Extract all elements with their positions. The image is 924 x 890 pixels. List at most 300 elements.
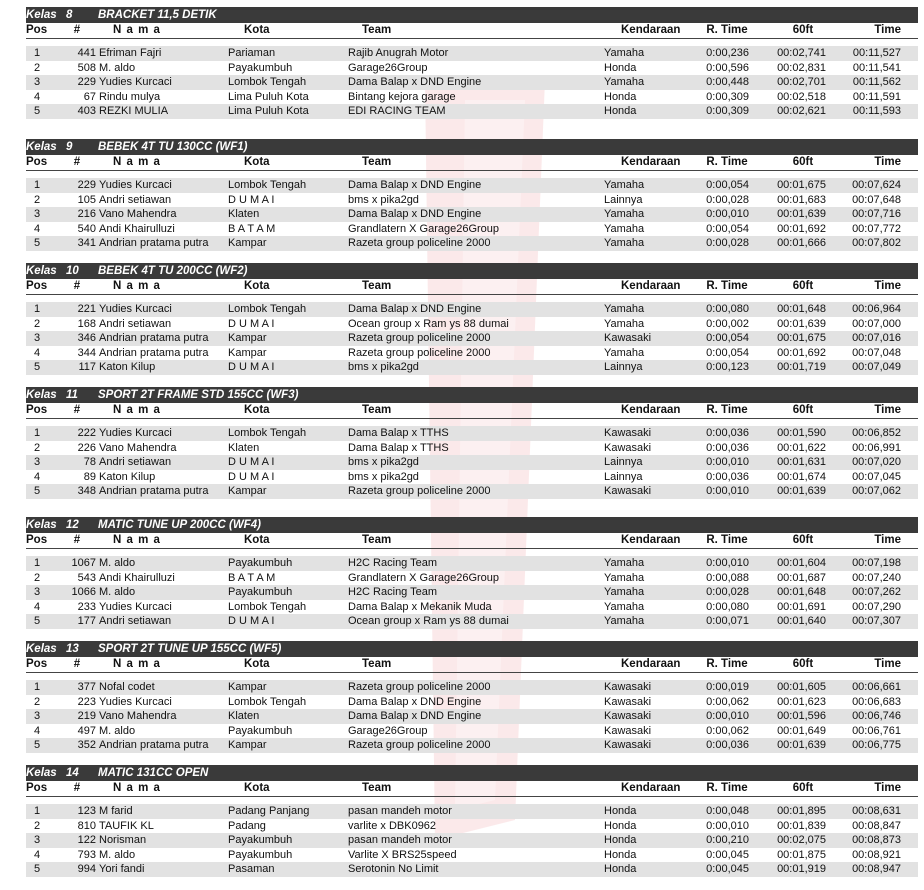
column-header-no: #: [73, 156, 81, 168]
cell-rtime: 0:00,010: [706, 819, 749, 832]
cell-sixty: 00:01,919: [777, 863, 826, 876]
cell-pos: 2: [33, 571, 41, 584]
cell-rtime: 0:00,019: [706, 681, 749, 693]
cell-kendaraan: Kawasaki: [604, 332, 652, 345]
cell-rtime: 0:00,309: [706, 90, 749, 103]
results-section: [26, 517, 918, 629]
cell-sixty: 00:01,675: [777, 332, 826, 345]
cell-kota: Lima Puluh Kota: [228, 90, 309, 103]
cell-kendaraan: Yamaha: [604, 346, 645, 359]
cell-nama: TAUFIK KL: [99, 819, 154, 832]
table-row: [26, 600, 918, 615]
section-title-bar: [26, 765, 918, 781]
cell-kendaraan: Honda: [604, 805, 637, 817]
column-header-team: Team: [362, 534, 392, 546]
cell-kendaraan: Yamaha: [604, 615, 645, 628]
cell-rtime: 0:00,036: [706, 470, 749, 483]
cell-rtime: 0:00,045: [706, 848, 749, 861]
cell-nama: Vano Mahendra: [99, 710, 177, 723]
cell-team: Grandlatern X Garage26Group: [348, 571, 500, 584]
cell-time: 00:07,000: [852, 317, 901, 330]
column-header-kendaraan: Kendaraan: [621, 404, 681, 416]
cell-kendaraan: Honda: [604, 819, 637, 832]
cell-kota: D U M A I: [228, 193, 275, 206]
cell-kota: B A T A M: [228, 222, 276, 235]
cell-rtime: 0:00,010: [706, 710, 749, 723]
column-header-team: Team: [362, 404, 392, 416]
column-header-kendaraan: Kendaraan: [621, 782, 681, 794]
column-header-rtime: R. Time: [706, 534, 748, 546]
class-title: BEBEK 4T TU 200CC (WF2): [98, 265, 248, 277]
cell-nama: Andrian pratama putra: [99, 739, 209, 752]
table-row: [26, 331, 918, 346]
cell-no: 105: [77, 193, 96, 206]
table-row: [26, 724, 918, 739]
cell-nama: Yudies Kurcaci: [99, 427, 172, 439]
cell-no: 122: [77, 834, 96, 847]
kelas-number: 11: [66, 389, 78, 401]
class-title: SPORT 2T TUNE UP 155CC (WF5): [98, 643, 282, 655]
cell-kota: B A T A M: [228, 571, 276, 584]
cell-no: 377: [77, 681, 96, 693]
column-header-pos: Pos: [26, 534, 48, 546]
column-header-sixty: 60ft: [792, 280, 814, 292]
cell-nama: Andri setiawan: [99, 615, 172, 628]
column-header-sixty: 60ft: [792, 156, 814, 168]
cell-no: 123: [77, 805, 96, 817]
cell-pos: 3: [33, 456, 41, 469]
column-header-time: Time: [874, 782, 901, 794]
cell-kota: Payakumbuh: [228, 557, 293, 569]
cell-team: Dama Balap x TTHS: [348, 427, 449, 439]
cell-pos: 4: [33, 470, 41, 483]
cell-time: 00:08,847: [852, 819, 901, 832]
cell-nama: Andrian pratama putra: [99, 332, 209, 345]
cell-rtime: 0:00,062: [706, 724, 749, 737]
column-header-nama: N a m a: [113, 280, 161, 292]
cell-sixty: 00:02,741: [777, 47, 826, 59]
cell-time: 00:07,045: [852, 470, 901, 483]
section-title-bar: [26, 7, 918, 23]
column-header-kota: Kota: [244, 782, 270, 794]
table-row: [26, 61, 918, 76]
cell-time: 00:07,624: [852, 179, 901, 191]
cell-nama: Yudies Kurcaci: [99, 76, 172, 89]
cell-nama: Andri setiawan: [99, 456, 172, 469]
cell-team: Dama Balap x TTHS: [348, 441, 449, 454]
column-header-sixty: 60ft: [792, 658, 814, 670]
column-header-time: Time: [874, 280, 901, 292]
cell-kendaraan: Kawasaki: [604, 739, 652, 752]
column-header-rtime: R. Time: [706, 404, 748, 416]
cell-pos: 3: [33, 834, 41, 847]
cell-kota: D U M A I: [228, 456, 275, 469]
table-row: [26, 614, 918, 629]
cell-time: 00:11,527: [852, 47, 901, 59]
table-row: [26, 46, 918, 61]
cell-rtime: 0:00,036: [706, 441, 749, 454]
cell-sixty: 00:01,639: [777, 208, 826, 221]
column-header-row: [26, 23, 918, 39]
cell-sixty: 00:02,621: [777, 105, 826, 118]
cell-sixty: 00:01,590: [777, 427, 826, 439]
cell-no: 226: [77, 441, 96, 454]
cell-team: bms x pika2gd: [348, 361, 419, 374]
column-header-kendaraan: Kendaraan: [621, 24, 681, 36]
cell-kendaraan: Kawasaki: [604, 695, 652, 708]
cell-kota: D U M A I: [228, 615, 275, 628]
cell-kendaraan: Yamaha: [604, 76, 645, 89]
column-header-team: Team: [362, 156, 392, 168]
cell-rtime: 0:00,448: [706, 76, 749, 89]
cell-rtime: 0:00,036: [706, 427, 749, 439]
cell-time: 00:07,802: [852, 237, 901, 250]
cell-kota: Payakumbuh: [228, 586, 293, 599]
cell-rtime: 0:00,071: [706, 615, 749, 628]
cell-team: pasan mandeh motor: [348, 805, 452, 817]
cell-nama: Yudies Kurcaci: [99, 600, 172, 613]
cell-nama: M. aldo: [99, 848, 136, 861]
table-row: [26, 302, 918, 317]
cell-rtime: 0:00,088: [706, 571, 749, 584]
cell-no: 216: [77, 208, 96, 221]
cell-kendaraan: Kawasaki: [604, 427, 652, 439]
table-row: [26, 833, 918, 848]
cell-kota: Klaten: [228, 710, 260, 723]
column-header-rtime: R. Time: [706, 782, 748, 794]
column-header-sixty: 60ft: [792, 782, 814, 794]
kelas-number: 14: [66, 767, 79, 779]
cell-no: 1066: [71, 586, 96, 599]
cell-time: 00:11,591: [852, 90, 901, 103]
cell-sixty: 00:01,631: [777, 456, 826, 469]
cell-sixty: 00:01,895: [777, 805, 826, 817]
cell-kota: Lombok Tengah: [228, 303, 307, 315]
cell-time: 00:07,240: [852, 571, 901, 584]
cell-sixty: 00:01,604: [777, 557, 826, 569]
cell-kendaraan: Honda: [604, 90, 637, 103]
cell-kota: Kampar: [228, 739, 267, 752]
class-title: MATIC TUNE UP 200CC (WF4): [98, 519, 261, 531]
results-section: [26, 263, 918, 375]
column-header-team: Team: [362, 24, 392, 36]
table-row: [26, 738, 918, 753]
cell-team: Dama Balap x DND Engine: [348, 76, 482, 89]
cell-kendaraan: Yamaha: [604, 237, 645, 250]
cell-nama: Andi Khairulluzi: [99, 571, 175, 584]
cell-rtime: 0:00,123: [706, 361, 749, 374]
cell-no: 177: [77, 615, 96, 628]
cell-no: 344: [77, 346, 96, 359]
cell-nama: Andrian pratama putra: [99, 346, 209, 359]
cell-no: 67: [83, 90, 96, 103]
cell-nama: Yori fandi: [99, 863, 145, 876]
cell-kendaraan: Lainnya: [604, 470, 643, 483]
cell-no: 223: [77, 695, 96, 708]
cell-rtime: 0:00,010: [706, 485, 749, 498]
cell-kota: Padang Panjang: [228, 805, 310, 817]
cell-kendaraan: Yamaha: [604, 600, 645, 613]
cell-sixty: 00:01,687: [777, 571, 826, 584]
table-row: [26, 484, 918, 499]
cell-time: 00:07,772: [852, 222, 901, 235]
cell-team: Ocean group x Ram ys 88 dumai: [348, 317, 509, 330]
cell-kendaraan: Kawasaki: [604, 485, 652, 498]
cell-no: 117: [78, 361, 96, 374]
cell-sixty: 00:02,518: [777, 90, 826, 103]
cell-nama: Yudies Kurcaci: [99, 179, 172, 191]
column-header-nama: N a m a: [113, 156, 161, 168]
cell-no: 810: [77, 819, 96, 832]
section-title-bar: [26, 263, 918, 279]
cell-nama: Andrian pratama putra: [99, 237, 209, 250]
column-header-nama: N a m a: [113, 24, 161, 36]
cell-rtime: 0:00,596: [706, 61, 749, 74]
table-row: [26, 709, 918, 724]
cell-team: Varlite X BRS25speed: [348, 848, 457, 861]
cell-kota: Kampar: [228, 681, 267, 693]
cell-pos: 5: [33, 105, 41, 118]
cell-rtime: 0:00,045: [706, 863, 749, 876]
cell-time: 00:06,746: [852, 710, 901, 723]
cell-rtime: 0:00,054: [706, 332, 749, 345]
cell-nama: Katon Kilup: [99, 470, 156, 483]
kelas-label: Kelas: [26, 9, 57, 21]
cell-nama: M. aldo: [99, 557, 136, 569]
cell-sixty: 00:01,692: [777, 222, 826, 235]
cell-time: 00:07,648: [852, 193, 901, 206]
cell-time: 00:06,991: [852, 441, 901, 454]
cell-kota: D U M A I: [228, 361, 275, 374]
column-header-time: Time: [874, 658, 901, 670]
cell-team: Grandlatern X Garage26Group: [348, 222, 500, 235]
cell-team: Bintang kejora garage: [348, 90, 456, 103]
cell-time: 00:07,307: [852, 615, 901, 628]
cell-kendaraan: Kawasaki: [604, 710, 652, 723]
cell-team: Razeta group policeline 2000: [348, 332, 491, 345]
kelas-label: Kelas: [26, 389, 57, 401]
cell-kota: D U M A I: [228, 317, 275, 330]
cell-team: Rajib Anugrah Motor: [348, 47, 449, 59]
cell-time: 00:06,661: [852, 681, 901, 693]
column-header-row: [26, 657, 918, 673]
cell-sixty: 00:02,831: [777, 61, 826, 74]
cell-nama: Rindu mulya: [99, 90, 161, 103]
cell-team: bms x pika2gd: [348, 193, 419, 206]
cell-kendaraan: Lainnya: [604, 456, 643, 469]
column-header-kota: Kota: [244, 24, 270, 36]
cell-no: 221: [77, 303, 96, 315]
results-section: [26, 641, 918, 753]
cell-no: 346: [77, 332, 96, 345]
cell-rtime: 0:00,054: [706, 179, 749, 191]
cell-sixty: 00:01,675: [777, 179, 826, 191]
column-header-nama: N a m a: [113, 534, 161, 546]
cell-no: 219: [77, 710, 96, 723]
cell-kendaraan: Kawasaki: [604, 441, 652, 454]
column-header-pos: Pos: [26, 156, 48, 168]
column-header-row: [26, 781, 918, 797]
cell-no: 793: [77, 848, 96, 861]
cell-kota: Pariaman: [228, 47, 276, 59]
cell-kendaraan: Lainnya: [604, 361, 643, 374]
column-header-kendaraan: Kendaraan: [621, 156, 681, 168]
cell-nama: REZKI MULIA: [99, 105, 169, 118]
cell-kota: D U M A I: [228, 470, 275, 483]
cell-rtime: 0:00,002: [706, 317, 749, 330]
cell-kota: Klaten: [228, 208, 260, 221]
cell-time: 00:07,716: [852, 208, 901, 221]
column-header-time: Time: [874, 534, 901, 546]
class-title: SPORT 2T FRAME STD 155CC (WF3): [98, 389, 299, 401]
cell-team: Razeta group policeline 2000: [348, 485, 491, 498]
cell-nama: M. aldo: [99, 586, 136, 599]
cell-time: 00:11,541: [852, 61, 901, 74]
cell-pos: 2: [33, 819, 41, 832]
cell-rtime: 0:00,062: [706, 695, 749, 708]
cell-time: 00:08,921: [852, 848, 901, 861]
cell-time: 00:06,852: [852, 427, 901, 439]
results-section: [26, 7, 918, 119]
cell-no: 441: [77, 47, 96, 59]
cell-pos: 3: [33, 76, 41, 89]
cell-pos: 4: [33, 90, 41, 103]
cell-nama: Andrian pratama putra: [99, 485, 209, 498]
cell-pos: 5: [33, 863, 41, 876]
cell-nama: Andri setiawan: [99, 193, 172, 206]
cell-team: Dama Balap x DND Engine: [348, 208, 482, 221]
table-row: [26, 571, 918, 586]
cell-rtime: 0:00,028: [706, 237, 749, 250]
cell-no: 229: [77, 179, 96, 191]
cell-time: 00:06,683: [852, 695, 901, 708]
cell-pos: 4: [33, 848, 41, 861]
cell-sixty: 00:01,639: [777, 317, 826, 330]
cell-pos: 2: [33, 441, 41, 454]
cell-kota: Kampar: [228, 346, 267, 359]
column-header-time: Time: [874, 24, 901, 36]
column-header-kota: Kota: [244, 404, 270, 416]
cell-time: 00:06,775: [852, 739, 901, 752]
cell-pos: 4: [33, 724, 41, 737]
cell-no: 1067: [71, 557, 96, 569]
column-header-pos: Pos: [26, 280, 48, 292]
kelas-label: Kelas: [26, 767, 57, 779]
cell-team: Razeta group policeline 2000: [348, 681, 491, 693]
kelas-number: 13: [66, 643, 79, 655]
table-row: [26, 222, 918, 237]
results-section: [26, 387, 918, 499]
cell-nama: Nofal codet: [99, 681, 155, 693]
cell-rtime: 0:00,036: [706, 739, 749, 752]
cell-nama: Vano Mahendra: [99, 208, 177, 221]
column-header-sixty: 60ft: [792, 24, 814, 36]
cell-kota: Lombok Tengah: [228, 76, 307, 89]
cell-no: 403: [77, 105, 96, 118]
table-row: [26, 862, 918, 877]
cell-sixty: 00:01,692: [777, 346, 826, 359]
cell-rtime: 0:00,080: [706, 303, 749, 315]
cell-nama: Efriman Fajri: [99, 47, 162, 59]
cell-no: 229: [77, 76, 96, 89]
table-row: [26, 585, 918, 600]
cell-team: H2C Racing Team: [348, 557, 438, 569]
column-header-team: Team: [362, 280, 392, 292]
cell-sixty: 00:01,639: [777, 739, 826, 752]
cell-time: 00:07,016: [852, 332, 901, 345]
cell-pos: 4: [33, 222, 41, 235]
cell-kendaraan: Yamaha: [604, 47, 645, 59]
cell-kendaraan: Lainnya: [604, 193, 643, 206]
cell-sixty: 00:01,605: [777, 681, 826, 693]
cell-time: 00:07,062: [852, 485, 901, 498]
cell-nama: Andri setiawan: [99, 317, 172, 330]
cell-pos: 4: [33, 600, 41, 613]
cell-pos: 1: [33, 303, 41, 315]
cell-time: 00:08,947: [852, 863, 901, 876]
cell-rtime: 0:00,080: [706, 600, 749, 613]
cell-team: Dama Balap x DND Engine: [348, 179, 482, 191]
cell-kota: Pasaman: [228, 863, 275, 876]
kelas-label: Kelas: [26, 643, 57, 655]
table-row: [26, 104, 918, 119]
column-header-sixty: 60ft: [792, 534, 814, 546]
table-row: [26, 695, 918, 710]
kelas-number: 10: [66, 265, 79, 277]
cell-time: 00:07,049: [852, 361, 901, 374]
column-header-pos: Pos: [26, 658, 48, 670]
cell-time: 00:07,290: [852, 600, 901, 613]
cell-sixty: 00:01,640: [777, 615, 826, 628]
table-row: [26, 819, 918, 834]
cell-pos: 3: [33, 332, 41, 345]
cell-team: Razeta group policeline 2000: [348, 739, 491, 752]
cell-team: varlite x DBK0962: [348, 819, 437, 832]
cell-nama: Norisman: [99, 834, 147, 847]
section-title-bar: [26, 387, 918, 403]
cell-kendaraan: Yamaha: [604, 222, 645, 235]
cell-sixty: 00:01,649: [777, 724, 826, 737]
cell-sixty: 00:01,639: [777, 485, 826, 498]
cell-pos: 3: [33, 208, 41, 221]
cell-sixty: 00:02,701: [777, 76, 826, 89]
table-row: [26, 470, 918, 485]
results-section: [26, 765, 918, 877]
table-row: [26, 346, 918, 361]
cell-team: Garage26Group: [348, 61, 428, 74]
cell-time: 00:08,631: [852, 805, 901, 817]
kelas-number: 8: [66, 9, 73, 21]
cell-pos: 5: [33, 361, 41, 374]
table-row: [26, 178, 918, 193]
column-header-no: #: [73, 280, 81, 292]
cell-kota: Kampar: [228, 485, 267, 498]
column-header-pos: Pos: [26, 24, 48, 36]
column-header-team: Team: [362, 658, 392, 670]
column-header-nama: N a m a: [113, 658, 161, 670]
cell-pos: 5: [33, 485, 41, 498]
table-row: [26, 90, 918, 105]
cell-time: 00:06,964: [852, 303, 901, 315]
cell-team: Serotonin No Limit: [348, 863, 439, 876]
column-header-no: #: [73, 534, 81, 546]
cell-sixty: 00:01,648: [777, 586, 826, 599]
column-header-kota: Kota: [244, 280, 270, 292]
cell-no: 89: [83, 470, 96, 483]
cell-pos: 1: [33, 47, 41, 59]
column-header-rtime: R. Time: [706, 658, 748, 670]
table-row: [26, 441, 918, 456]
